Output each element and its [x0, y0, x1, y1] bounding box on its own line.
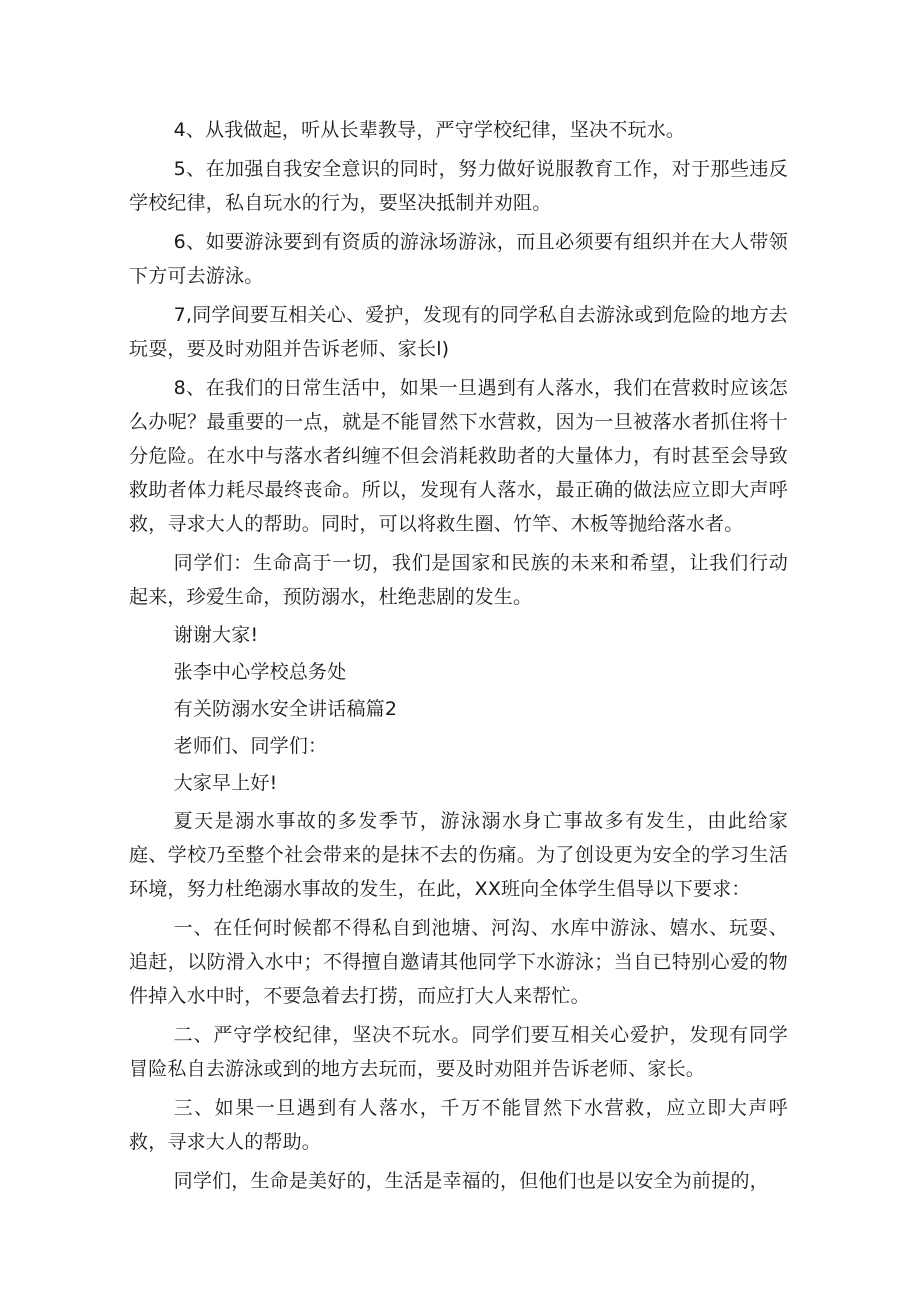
greeting-line: 大家早上好!	[173, 772, 278, 794]
paragraph-item-7: 7,同学间要互相关心、爱护，发现有的同学私自去游泳或到危险的地方去玩耍，要及时劝阻并告诉老师、家长l)	[129, 304, 788, 360]
paragraph-item-6: 6、如要游泳要到有资质的游泳场游泳，而且必须要有组织并在大人带领下方可去游泳。	[129, 231, 788, 287]
paragraph-requirement-2: 二、严守学校纪律，坚决不玩水。同学们要互相关心爱护，发现有同学冒险私自去游泳或到的地方去玩而，要及时劝阻并告诉老师、家长。	[129, 1024, 788, 1080]
paragraph-item-4: 4、从我做起，听从长辈教导，严守学校纪律，坚决不玩水。	[173, 119, 686, 141]
paragraph-item-8: 8、在我们的日常生活中，如果一旦遇到有人落水，我们在营救时应该怎么办呢？最重要的一点，就是不能冒然下水营救，因为一旦被落水者抓住将十分危险。在水中与落水者纠缠不但会消耗救助者的大量体力，有时甚至会导致救助者体力耗尽最终丧命。所以，发现有人落水，最正确的做法应立即大声呼救，寻求大人的帮助。同时，可以将救生圈、竹竿、木板等抛给落水者。	[129, 377, 788, 535]
paragraph-intro: 夏天是溺水事故的多发季节，游泳溺水身亡事故多有发生，由此给家庭、学校乃至整个社会带来的是抹不去的伤痛。为了创设更为安全的学习生活环境，努力杜绝溺水事故的发生，在此，XX班向全体学生倡导以下要求：	[129, 810, 788, 900]
thanks-line: 谢谢大家!	[173, 624, 259, 646]
paragraph-call-to-action: 同学们：生命高于一切，我们是国家和民族的未来和希望，让我们行动起来，珍爱生命，预防溺水，杜绝悲剧的发生。	[129, 552, 788, 608]
paragraph-closing: 同学们，生命是美好的，生活是幸福的，但他们也是以安全为前提的，	[173, 1170, 769, 1192]
paragraph-item-5: 5、在加强自我安全意识的同时，努力做好说服教育工作，对于那些违反学校纪律，私自玩水的行为，要坚决抵制并劝阻。	[129, 158, 788, 214]
signature-line: 张李中心学校总务处	[173, 661, 347, 683]
section-title: 有关防溺水安全讲话稿篇2	[173, 698, 398, 720]
paragraph-requirement-3: 三、如果一旦遇到有人落水，千万不能冒然下水营救，应立即大声呼救，寻求大人的帮助。	[129, 1097, 788, 1153]
paragraph-requirement-1: 一、在任何时候都不得私自到池塘、河沟、水库中游泳、嬉水、玩耍、追赶，以防滑入水中；不得擅自邀请其他同学下水游泳；当自已特别心爱的物件掉入水中时，不要急着去打捞，而应打大人来帮忙。	[129, 917, 788, 1007]
salutation-line: 老师们、同学们：	[173, 735, 328, 757]
